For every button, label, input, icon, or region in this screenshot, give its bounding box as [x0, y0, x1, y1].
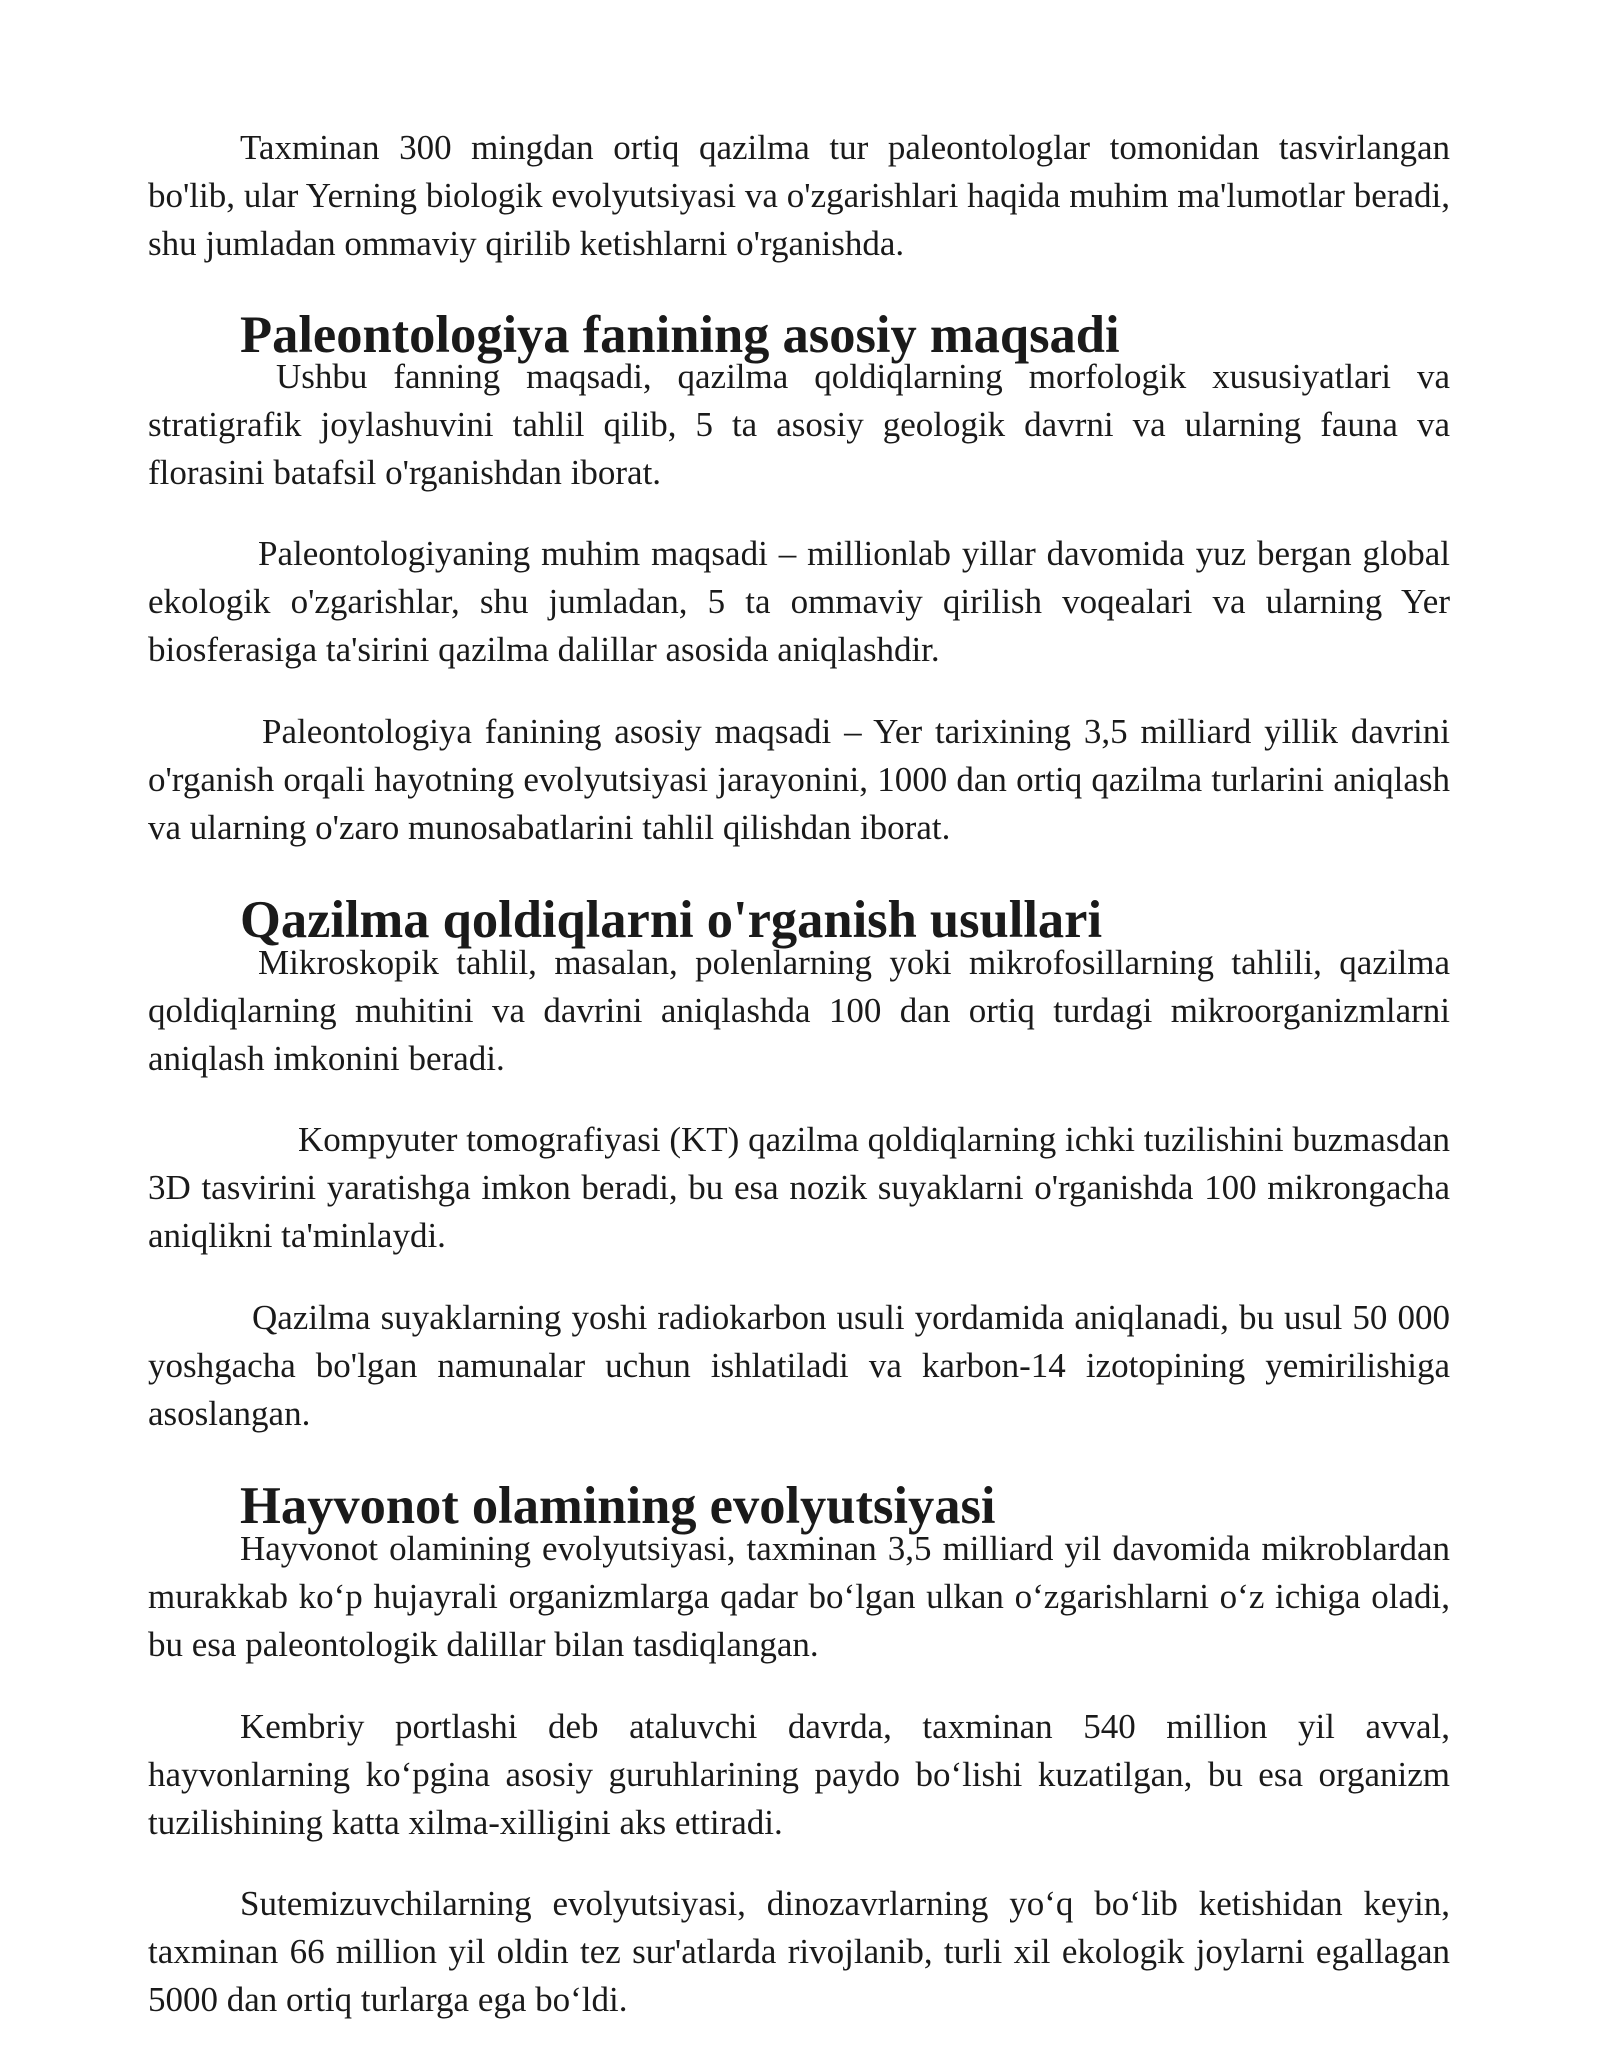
paragraph-evolyutsiya-1: Hayvonot olamining evolyutsiyasi, taxminan 3,5 milliard yil davomida mikroblardan murakkab koʻp hujayrali organizmlarga qadar boʻlgan ulkan oʻzgarishlarni oʻz ichiga oladi, bu esa paleontologik dalillar bilan tasdiqlangan. [148, 1529, 1450, 1664]
paragraph-evolyutsiya-3: Sutemizuvchilarning evolyutsiyasi, dinozavrlarning yoʻq boʻlib ketishidan keyin, taxminan 66 million yil oldin tez sur'atlarda rivojlanib, turli xil ekologik joylarni egallagan 5000 dan ortiq turlarga ega boʻldi. [148, 1884, 1450, 2019]
paragraph-intro: Taxminan 300 mingdan ortiq qazilma tur paleontologlar tomonidan tasvirlangan bo'lib, ular Yerning biologik evolyutsiyasi va o'zgarishlari haqida muhim ma'lumotlar beradi, shu jumladan ommaviy qirilib ketishlarni o'rganishda. [148, 128, 1450, 263]
paragraph-usul-1: Mikroskopik tahlil, masalan, polenlarning yoki mikrofosillarning tahlili, qazilma qoldiqlarning muhitini va davrini aniqlashda 100 dan ortiq turdagi mikroorganizmlarni aniqlash imkonini beradi. [148, 943, 1450, 1078]
paragraph-maqsad-1: Ushbu fanning maqsadi, qazilma qoldiqlarning morfologik xususiyatlari va stratigrafik joylashuvini tahlil qilib, 5 ta asosiy geologik davrni va ularning fauna va florasini batafsil o'rganishdan iborat. [148, 357, 1450, 492]
paragraph-maqsad-2: Paleontologiyaning muhim maqsadi – millionlab yillar davomida yuz bergan global ekologik o'zgarishlar, shu jumladan, 5 ta ommaviy qirilish voqealari va ularning Yer biosferasiga ta'sirini qazilma dalillar asosida aniqlashdir. [148, 534, 1450, 669]
paragraph-usul-2: Kompyuter tomografiyasi (KT) qazilma qoldiqlarning ichki tuzilishini buzmasdan 3D tasvirini yaratishga imkon beradi, bu esa nozik suyaklarni o'rganishda 100 mikrongacha aniqlikni ta'minlaydi. [148, 1120, 1450, 1255]
heading-usullari: Qazilma qoldiqlarni o'rganish usullari [240, 891, 1103, 949]
paragraph-evolyutsiya-2: Kembriy portlashi deb ataluvchi davrda, taxminan 540 million yil avval, hayvonlarning koʻpgina asosiy guruhlarining paydo boʻlishi kuzatilgan, bu esa organizm tuzilishining katta xilma-xilligini aks ettiradi. [148, 1707, 1450, 1842]
paragraph-maqsad-3: Paleontologiya fanining asosiy maqsadi – Yer tarixining 3,5 milliard yillik davrini o'rganish orqali hayotning evolyutsiyasi jarayonini, 1000 dan ortiq qazilma turlarini aniqlash va ularning o'zaro munosabatlarini tahlil qilishdan iborat. [148, 712, 1450, 847]
heading-asosiy-maqsadi: Paleontologiya fanining asosiy maqsadi [240, 306, 1120, 364]
heading-evolyutsiya: Hayvonot olamining evolyutsiyasi [240, 1477, 996, 1535]
paragraph-usul-3: Qazilma suyaklarning yoshi radiokarbon usuli yordamida aniqlanadi, bu usul 50 000 yoshgacha bo'lgan namunalar uchun ishlatiladi va karbon-14 izotopining yemirilishiga asoslangan. [148, 1298, 1450, 1433]
